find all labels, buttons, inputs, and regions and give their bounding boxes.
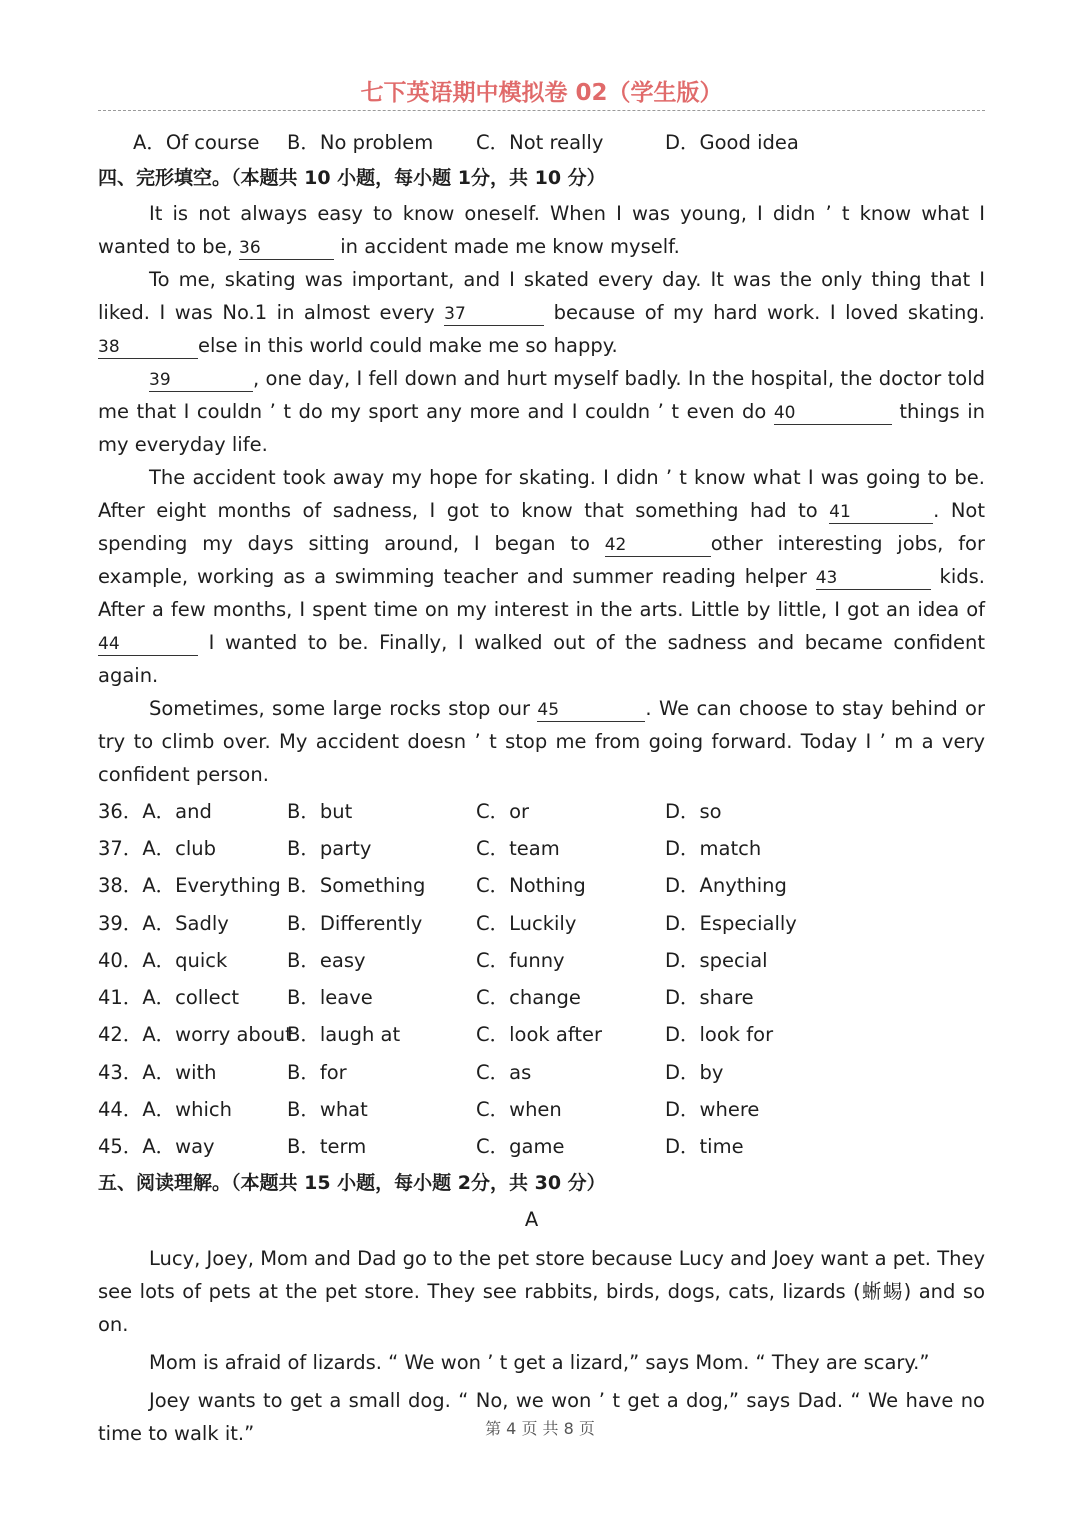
option-b: B．Something (287, 874, 426, 898)
blank-39: 39 (149, 369, 253, 392)
option-a: 42．A．worry about (98, 1023, 293, 1047)
cloze-paragraph-4 (98, 461, 985, 692)
text: things in my everyday life. (98, 400, 985, 456)
blank-43: 43 (816, 567, 931, 590)
cloze-section-title: 四、完形填空。（本题共 10 小题，每小题 1分，共 10 分） (98, 167, 606, 189)
previous-question-options (98, 122, 985, 159)
reading-paragraph-3: Joey wants to get a small dog. “ No, we won ’ t get a dog,” says Dad. “ We have no time to walk it.” (98, 1388, 985, 1445)
cloze-question-list (98, 791, 985, 1164)
option-b: B．party (287, 836, 372, 860)
option-d: D．so (665, 799, 722, 823)
cloze-paragraph-2 (98, 263, 985, 362)
option-b: B．what (287, 1098, 368, 1122)
question-row (98, 903, 985, 940)
option-a: 40．A．quick (98, 948, 228, 972)
text: To me, skating was important, and I skated every day. It was the only thing that I liked. I was No.1 in almost every (98, 268, 985, 324)
blank-38: 38 (98, 336, 198, 359)
text: Sometimes, some large rocks stop our (149, 697, 531, 720)
blank-37: 37 (444, 303, 544, 326)
cloze-paragraph-1 (98, 197, 985, 263)
option-c: C．game (476, 1135, 565, 1159)
option-b: B．laugh at (287, 1023, 401, 1047)
option-b: B．but (287, 799, 353, 823)
option-b: B．easy (287, 948, 366, 972)
question-row (98, 1015, 985, 1052)
option-b: B．leave (287, 986, 373, 1010)
option-d: D．look for (665, 1023, 774, 1047)
reading-paragraph-2: Mom is afraid of lizards. “ We won ’ t get a lizard,” says Mom. “ They are scary.” (149, 1350, 930, 1374)
question-row (98, 940, 985, 977)
option-b: B．term (287, 1135, 367, 1159)
text: kids. After a few months, I spent time on my interest in the arts. Little by little, I got an idea of (98, 565, 985, 621)
text: . Not spending my days sitting around, I began to (98, 499, 985, 555)
text: The accident took away my hope for skating. I didn ’ t know what I was going to be. After eight months of sadness, I got to know that something had to (98, 466, 985, 522)
text: in accident made me know myself. (340, 235, 680, 258)
option-a: 41．A．collect (98, 986, 240, 1010)
option-d: D．share (665, 986, 754, 1010)
option-d: D．match (665, 836, 762, 860)
blank-44: 44 (98, 633, 198, 656)
option-c: C．funny (476, 948, 565, 972)
option-b: B．for (287, 1060, 347, 1084)
question-row (98, 1089, 985, 1126)
option-d: D．time (665, 1135, 744, 1159)
option-b: B．Differently (287, 911, 423, 935)
option-a: 36．A．and (98, 799, 212, 823)
option-c: C．Nothing (476, 874, 586, 898)
option-d: D．Anything (665, 874, 787, 898)
option-d: D．special (665, 948, 768, 972)
option-a: 43．A．with (98, 1060, 217, 1084)
question-row (98, 977, 985, 1014)
option-d: D．Good idea (665, 130, 799, 154)
question-row (98, 791, 985, 828)
option-b: B．No problem (287, 130, 434, 154)
text: I wanted to be. Finally, I walked out of the sadness and became confident again. (98, 631, 986, 687)
option-c: C．when (476, 1098, 562, 1122)
cloze-paragraph-3 (98, 362, 985, 461)
option-a: 44．A．which (98, 1098, 232, 1122)
option-a: 38．A．Everything (98, 874, 281, 898)
option-a: A．Of course (133, 130, 260, 154)
option-a: 45．A．way (98, 1135, 215, 1159)
cloze-paragraph-5 (98, 692, 985, 791)
blank-45: 45 (537, 699, 645, 722)
text: . We can choose to stay behind or try to climb over. My accident doesn ’ t stop me from going forward. Today I ’ m a very confident person. (98, 697, 986, 786)
option-c: C．Luckily (476, 911, 577, 935)
document-body (98, 122, 985, 1450)
option-d: D．Especially (665, 911, 797, 935)
blank-41: 41 (829, 501, 933, 524)
text: else in this world could make me so happy. (198, 334, 618, 357)
option-a: 39．A．Sadly (98, 911, 229, 935)
text: It is not always easy to know oneself. When I was young, I didn ’ t know what I wanted to be, (98, 202, 985, 258)
question-row (98, 1052, 985, 1089)
text: because of my hard work. I loved skating. (553, 301, 985, 324)
option-d: D．by (665, 1060, 724, 1084)
option-c: C．team (476, 836, 560, 860)
option-c: C．change (476, 986, 581, 1010)
passage-label: A (524, 1207, 539, 1231)
option-c: C．or (476, 799, 530, 823)
blank-42: 42 (605, 534, 711, 557)
option-c: C．look after (476, 1023, 603, 1047)
option-c: C．Not really (476, 130, 604, 154)
option-c: C．as (476, 1060, 532, 1084)
blank-36: 36 (239, 237, 334, 260)
question-row (98, 1127, 985, 1164)
page-header-title: 七下英语期中模拟卷 02（学生版） (98, 76, 985, 111)
reading-section-title: 五、阅读理解。（本题共 15 小题，每小题 2分，共 30 分） (98, 1171, 606, 1194)
page-number: 第 4 页 共 8 页 (485, 1419, 595, 1438)
question-row (98, 828, 985, 865)
text: , one day, I fell down and hurt myself badly. In the hospital, the doctor told me that I couldn ’ t do my sport any more and I couldn ’ t even do (98, 367, 985, 423)
text: other interesting jobs, for example, working as a swimming teacher and summer reading helper (98, 532, 986, 588)
option-d: D．where (665, 1098, 760, 1122)
question-row (98, 866, 985, 903)
blank-40: 40 (774, 402, 892, 425)
reading-paragraph-1: Lucy, Joey, Mom and Dad go to the pet store because Lucy and Joey want a pet. They see lots of pets at the pet store. They see rabbits, birds, dogs, cats, lizards (蜥蜴) and so on. (98, 1246, 985, 1336)
option-a: 37．A．club (98, 836, 217, 860)
